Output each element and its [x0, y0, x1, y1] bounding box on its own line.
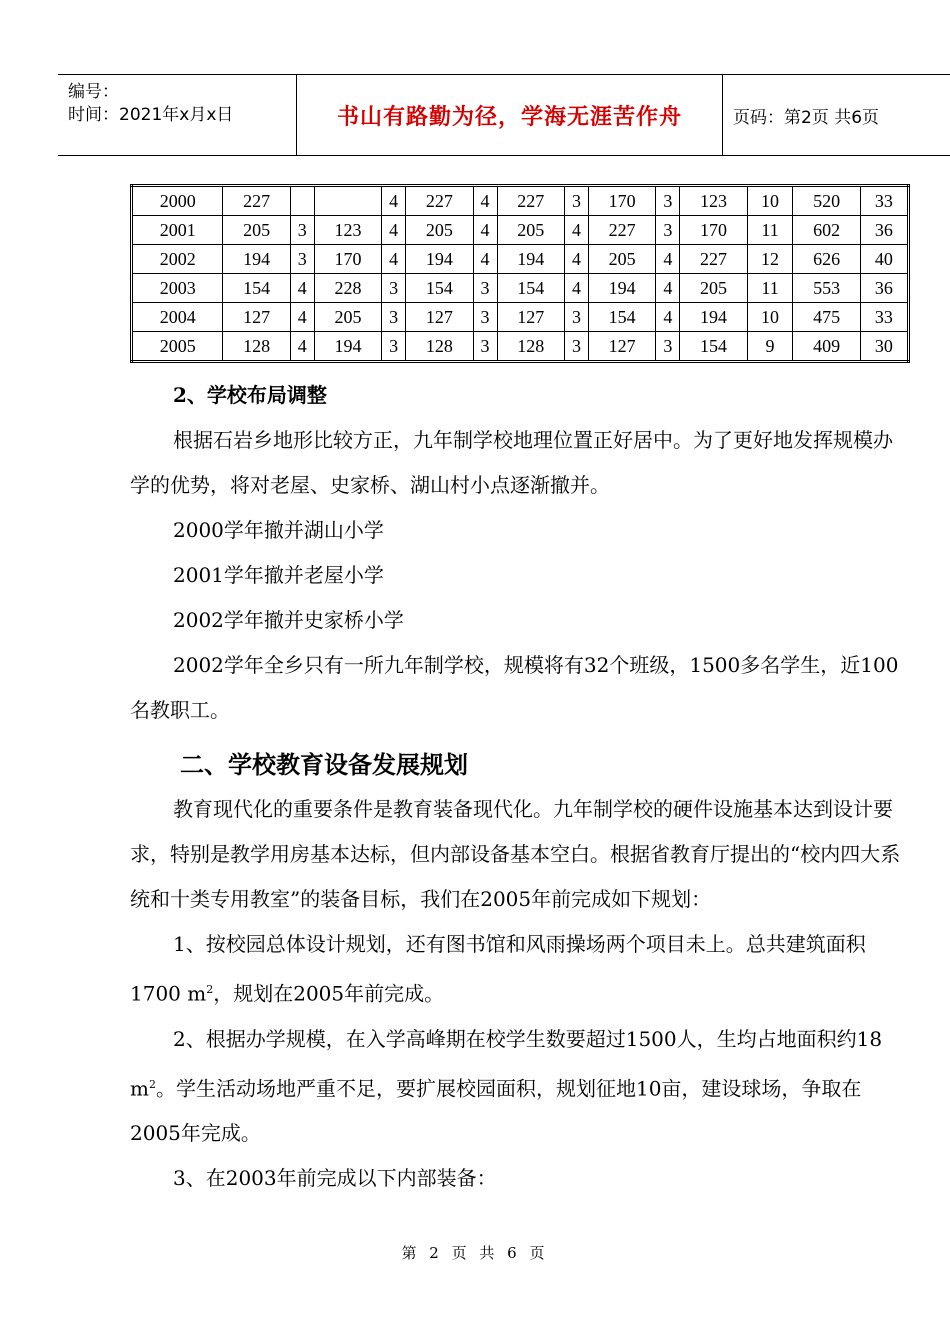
table-cell: 33: [860, 303, 908, 332]
enrollment-table: [130, 184, 910, 363]
table-cell: 626: [793, 245, 860, 274]
table-row: [132, 274, 909, 303]
table-cell: 3: [473, 303, 497, 332]
table-cell: 127: [497, 303, 564, 332]
plan-point-1-sup: 2: [206, 983, 214, 996]
table-cell: 2001: [132, 216, 223, 245]
table-cell: 154: [497, 274, 564, 303]
table-cell: 194: [314, 332, 381, 362]
table-cell: 36: [860, 216, 908, 245]
table-cell: 3: [473, 332, 497, 362]
table-cell: 128: [223, 332, 290, 362]
table-cell: 205: [314, 303, 381, 332]
table-cell: 4: [473, 186, 497, 216]
table-cell: 2002: [132, 245, 223, 274]
table-cell: 3: [290, 245, 314, 274]
header-page-info: 页码：第2页 共6页: [733, 107, 880, 128]
table-cell: 227: [406, 186, 473, 216]
table-cell: 3: [564, 303, 588, 332]
table-cell: 11: [747, 274, 793, 303]
table-cell: 227: [680, 245, 747, 274]
equipment-section-heading: 二、学校教育设备发展规划: [180, 751, 468, 779]
table-cell: 4: [290, 332, 314, 362]
table-cell: 154: [406, 274, 473, 303]
table-cell: 10: [747, 186, 793, 216]
table-row: [132, 216, 909, 245]
table-row: [132, 186, 909, 216]
table-cell: 3: [656, 186, 680, 216]
table-cell: 4: [656, 303, 680, 332]
table-cell: 12: [747, 245, 793, 274]
layout-adjustment-subheading: 2、学校布局调整: [173, 383, 327, 407]
merge-item-2001: 2001学年撤并老屋小学: [173, 563, 384, 587]
table-cell: 128: [497, 332, 564, 362]
plan-point-1-text-end: ，规划在2005年前完成。: [213, 981, 445, 1006]
table-cell: 205: [588, 245, 655, 274]
table-cell: 10: [747, 303, 793, 332]
table-cell: 4: [382, 245, 406, 274]
table-cell: 123: [680, 186, 747, 216]
table-cell: 3: [290, 216, 314, 245]
merge-item-2000: 2000学年撤并湖山小学: [173, 518, 384, 542]
table-cell: 520: [793, 186, 860, 216]
table-cell: 4: [290, 274, 314, 303]
table-cell: 33: [860, 186, 908, 216]
table-cell: 2005: [132, 332, 223, 362]
table-cell: 194: [497, 245, 564, 274]
table-cell: 227: [223, 186, 290, 216]
number-label: 编号：: [68, 82, 119, 102]
table-cell: 170: [680, 216, 747, 245]
table-cell: 154: [588, 303, 655, 332]
table-cell: 3: [656, 332, 680, 362]
table-cell: 4: [473, 245, 497, 274]
table-cell: 4: [564, 245, 588, 274]
plan-point-2: [130, 1017, 910, 1157]
table-cell: 205: [406, 216, 473, 245]
table-row: [132, 303, 909, 332]
table-cell: [314, 186, 381, 216]
page-footer: 第 2 页 共 6 页: [401, 1244, 549, 1262]
table-cell: 2003: [132, 274, 223, 303]
table-cell: 194: [680, 303, 747, 332]
plan-point-2-sup: 2: [148, 1077, 156, 1091]
table-cell: 3: [473, 274, 497, 303]
table-cell: 128: [406, 332, 473, 362]
table-cell: 40: [860, 245, 908, 274]
table-cell: 4: [656, 274, 680, 303]
header-meta: [58, 75, 297, 155]
table-cell: 127: [223, 303, 290, 332]
table-cell: 170: [314, 245, 381, 274]
page-header: [58, 74, 950, 156]
table-cell: 123: [314, 216, 381, 245]
table-cell: 2000: [132, 186, 223, 216]
table-row: [132, 332, 909, 362]
table-cell: 127: [588, 332, 655, 362]
table-cell: 154: [223, 274, 290, 303]
table-cell: 9: [747, 332, 793, 362]
table-cell: 194: [223, 245, 290, 274]
plan-point-3: 3、在2003年前完成以下内部装备：: [173, 1166, 497, 1191]
header-motto: 书山有路勤为径，学海无涯苦作舟: [297, 75, 723, 155]
table-cell: 205: [680, 274, 747, 303]
table-cell: 127: [406, 303, 473, 332]
table-cell: 3: [382, 274, 406, 303]
table-cell: 194: [588, 274, 655, 303]
table-cell: 4: [564, 274, 588, 303]
table-cell: 475: [793, 303, 860, 332]
merge-item-2002: 2002学年撤并史家桥小学: [173, 608, 404, 632]
table-row: [132, 245, 909, 274]
table-cell: 228: [314, 274, 381, 303]
plan-point-1-text: 1、按校园总体设计规划，还有图书馆和风雨操场两个项目未上。总共建筑面积1700 m: [130, 932, 866, 1006]
table-cell: 553: [793, 274, 860, 303]
table-cell: 227: [497, 186, 564, 216]
layout-paragraph-2: 2002学年全乡只有一所九年制学校，规模将有32个班级，1500多名学生，近100名教职工。: [130, 653, 899, 722]
table-cell: 2004: [132, 303, 223, 332]
layout-paragraph-1: 根据石岩乡地形比较方正，九年制学校地理位置正好居中。为了更好地发挥规模办学的优势，将对老屋、史家桥、湖山村小点逐渐撤并。: [130, 428, 893, 497]
table-cell: 205: [223, 216, 290, 245]
plan-point-2-text-end: 。学生活动场地严重不足，要扩展校园面积，规划征地10亩，建设球场，争取在2005年完成。: [130, 1076, 862, 1146]
table-cell: 170: [588, 186, 655, 216]
table-cell: 4: [564, 216, 588, 245]
equipment-paragraph-1: 教育现代化的重要条件是教育装备现代化。九年制学校的硬件设施基本达到设计要求，特别是教学用房基本达标，但内部设备基本空白。根据省教育厅提出的“校内四大系统和十类专用教室”的装备目标，我们在2005年前完成如下规划：: [130, 797, 901, 911]
table-cell: 3: [564, 332, 588, 362]
table-cell: 205: [497, 216, 564, 245]
table-cell: 4: [656, 245, 680, 274]
table-cell: 4: [382, 186, 406, 216]
table-cell: 30: [860, 332, 908, 362]
document-body: [130, 372, 910, 1201]
table-cell: 409: [793, 332, 860, 362]
table-cell: 194: [406, 245, 473, 274]
table-cell: 4: [290, 303, 314, 332]
table-cell: 36: [860, 274, 908, 303]
table-cell: 227: [588, 216, 655, 245]
table-cell: 11: [747, 216, 793, 245]
table-cell: 154: [680, 332, 747, 362]
table-cell: 3: [382, 303, 406, 332]
table-cell: 4: [473, 216, 497, 245]
table-cell: 4: [382, 216, 406, 245]
plan-point-2-text: 2、根据办学规模，在入学高峰期在校学生数要超过1500人，生均占地面积约18 m: [130, 1026, 883, 1101]
table-cell: 3: [564, 186, 588, 216]
table-cell: 3: [656, 216, 680, 245]
table-cell: 3: [382, 332, 406, 362]
table-cell: 602: [793, 216, 860, 245]
table-cell: [290, 186, 314, 216]
time-label: 时间：2021年x月x日: [68, 105, 234, 125]
plan-point-1: [130, 922, 910, 1017]
